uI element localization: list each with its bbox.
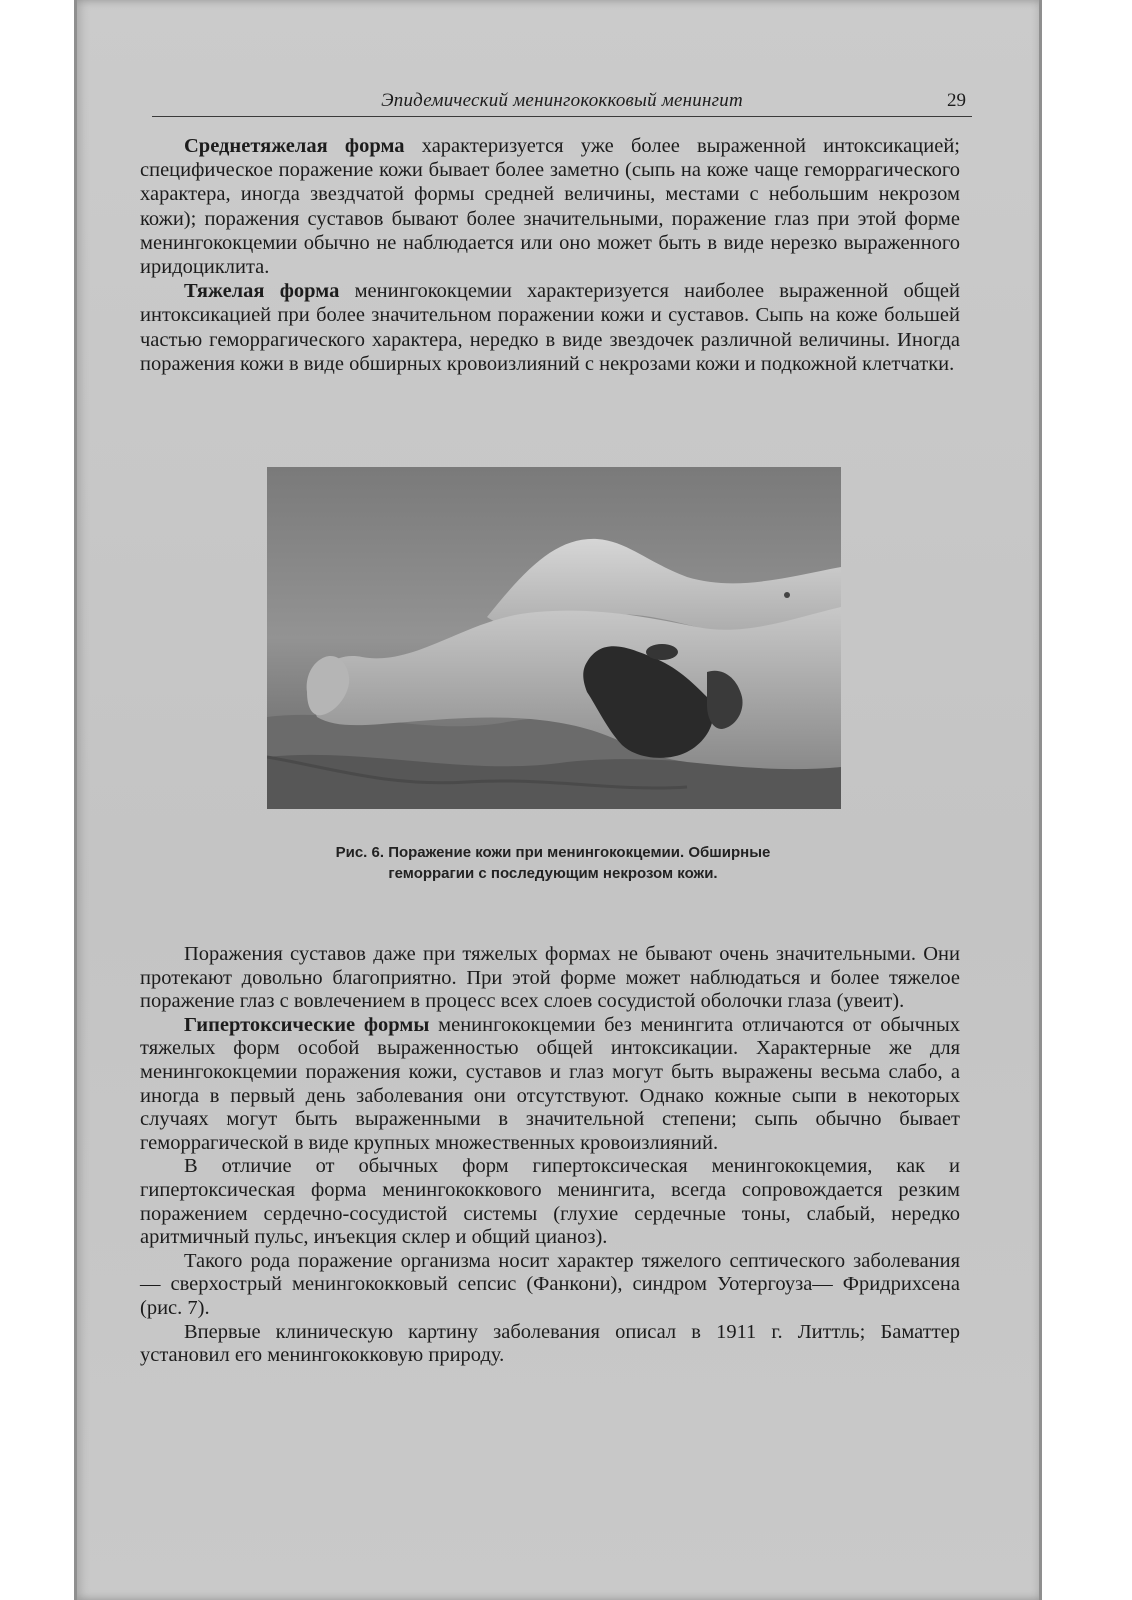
paragraph-history bbox=[140, 1321, 960, 1368]
paragraph-joints bbox=[140, 943, 960, 1014]
figure-photo bbox=[267, 467, 841, 809]
text-block-top bbox=[140, 134, 960, 376]
term-hypertoxic-forms: Гипертоксические формы bbox=[184, 1013, 430, 1036]
paragraph-hypertoxic-forms bbox=[140, 1014, 960, 1156]
paragraph-cardiovascular bbox=[140, 1155, 960, 1249]
paragraph-moderate-form bbox=[140, 134, 960, 279]
paragraph-text: характеризуется уже более выраженной интоксикацией; специфическое поражение кожи бывает более заметно (сыпь на коже чаще геморрагического характера, иногда звездчатой формы средней величины, местами с небольшим некрозом кожи); поражения суставов бывают более значительными, поражение глаз при этой форме менингококцемии обычно не наблюдается или оно может быть в виде нерезко выраженного иридоциклита. bbox=[140, 135, 960, 279]
paragraph-text: В отличие от обычных форм гипертоксическая менингококцемия, как и гипертоксическая форма менингококкового менингита, всегда сопровождается резким поражением сердечно-сосудистой системы (глухие сердечные тоны, слабый, нередко аритмичный пульс, инъекция склер и общий цианоз). bbox=[140, 1155, 960, 1249]
figure-caption bbox=[250, 842, 856, 884]
paragraph-severe-form bbox=[140, 279, 960, 376]
paragraph-text: Впервые клиническую картину заболевания описал в 1911 г. Литтль; Баматтер установил его менингококковую природу. bbox=[140, 1320, 960, 1367]
text-block-bottom bbox=[140, 943, 960, 1368]
term-moderate-form: Среднетяжелая форма bbox=[184, 135, 405, 157]
term-severe-form: Тяжелая форма bbox=[184, 280, 340, 303]
running-head bbox=[152, 88, 972, 117]
paragraph-text: менингококцемии характеризуется наиболее выраженной общей интоксикацией при более значительном поражении кожи и суставов. Сыпь на коже большей частью геморрагического характера, нередко в виде звездочек различной величины. Иногда поражения кожи в виде обширных кровоизлияний с некрозами кожи и подкожной клетчатки. bbox=[140, 280, 960, 375]
paragraph-text: Такого рода поражение организма носит характер тяжелого септического заболевания — сверхострый менингококковый сепсис (Фанкони), синдром Уотергоуза— Фридрихсена (рис. 7). bbox=[140, 1249, 960, 1319]
paragraph-sepsis bbox=[140, 1250, 960, 1321]
page-number: 29 bbox=[947, 90, 966, 111]
running-title: Эпидемический менингококковый менингит bbox=[381, 90, 743, 111]
right-page-edge bbox=[1039, 0, 1042, 1600]
paragraph-text: Поражения суставов даже при тяжелых формах не бывают очень значительными. Они протекают довольно благоприятно. При этой форме может наблюдаться и более тяжелое поражение глаз с вовлечением в процесс всех слоев сосудистой оболочки глаза (увеит). bbox=[140, 943, 960, 1013]
left-page-edge bbox=[74, 0, 77, 1600]
caption-line-2: геморрагии с последующим некрозом кожи. bbox=[388, 865, 718, 882]
caption-line-1: Рис. 6. Поражение кожи при менингококцемии. Обширные bbox=[335, 844, 771, 861]
paragraph-text: менингококцемии без менингита отличаются от обычных тяжелых форм особой выраженностью общей интоксикации. Характерные же для менингококцемии поражения кожи, суставов и глаз могут быть выражены весьма слабо, а иногда в первый день заболевания они отсутствуют. Однако кожные сыпи в некоторых случаях могут быть выраженными в значительной степени; сыпь обычно бывает геморрагической в виде крупных множественных кровоизлияний. bbox=[140, 1013, 960, 1154]
skin-lesion-photo bbox=[267, 467, 841, 809]
